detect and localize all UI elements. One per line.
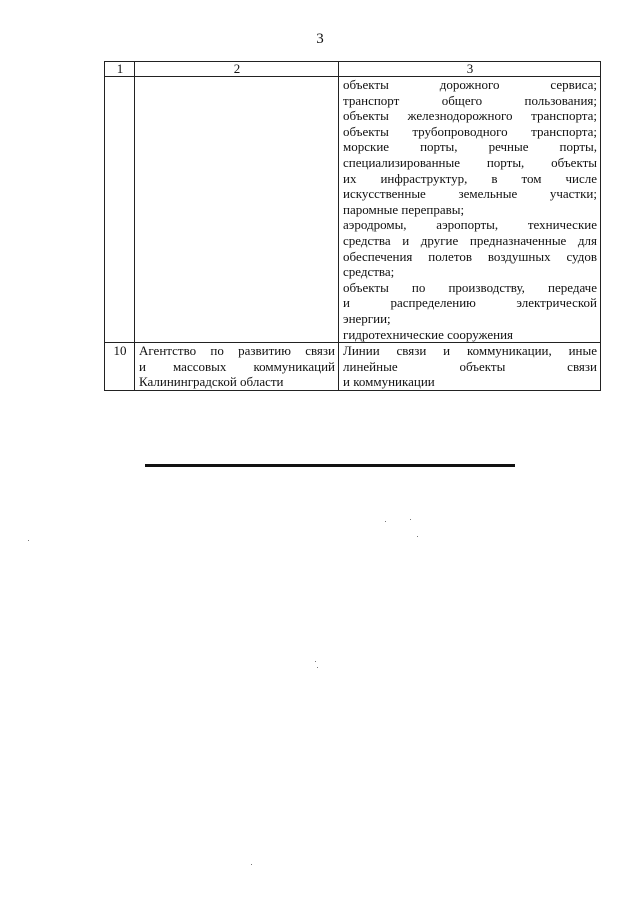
agency-cell [135,343,339,391]
objects-line: Линии связи и коммуникации, иные [343,343,597,359]
objects-line: объекты железнодорожного транспорта; [343,108,597,124]
table-header-row [105,62,601,77]
agency-cell [135,77,339,343]
agency-line: и массовых коммуникаций [139,358,335,374]
objects-line: специализированные порты, объекты [343,154,597,170]
objects-line: аэродромы, аэропорты, технические [343,217,597,233]
objects-line: гидротехнические сооружения [343,326,514,342]
objects-table [104,61,601,391]
agency-line: Калининградской области [139,374,284,390]
objects-line: искусственные земельные участки; [343,186,597,202]
scan-speck [417,536,418,537]
header-col-3: 3 [339,62,601,77]
objects-line: объекты по производству, передаче [343,279,597,295]
scan-speck [317,667,318,668]
end-of-document-rule [145,464,515,467]
scan-speck [410,519,411,520]
objects-line: паромные переправы; [343,201,465,217]
scan-speck [28,540,29,541]
objects-cell [339,77,601,343]
table-row [105,77,601,343]
scan-speck [315,661,316,662]
objects-cell [339,343,601,391]
objects-line: и распределению электрической [343,295,597,311]
row-number: 10 [105,343,135,391]
objects-line: средства; [343,264,395,280]
header-col-1: 1 [105,62,135,77]
agency-line: Агентство по развитию связи [139,343,335,359]
row-number [105,77,135,343]
table-row [105,343,601,391]
page-number: 3 [316,31,324,47]
objects-line: их инфраструктур, в том числе [343,170,597,186]
scan-speck [385,521,386,522]
scan-speck [251,864,252,865]
objects-line: линейные объекты связи [343,358,597,374]
objects-line: объекты трубопроводного транспорта; [343,123,597,139]
objects-line: энергии; [343,310,391,326]
objects-line: средства и другие предназначенные для [343,232,597,248]
objects-line: и коммуникации [343,374,435,390]
objects-line: объекты дорожного сервиса; [343,77,597,92]
objects-line: морские порты, речные порты, [343,139,597,155]
objects-line: транспорт общего пользования; [343,92,597,108]
header-col-2: 2 [135,62,339,77]
objects-line: обеспечения полетов воздушных судов [343,248,597,264]
